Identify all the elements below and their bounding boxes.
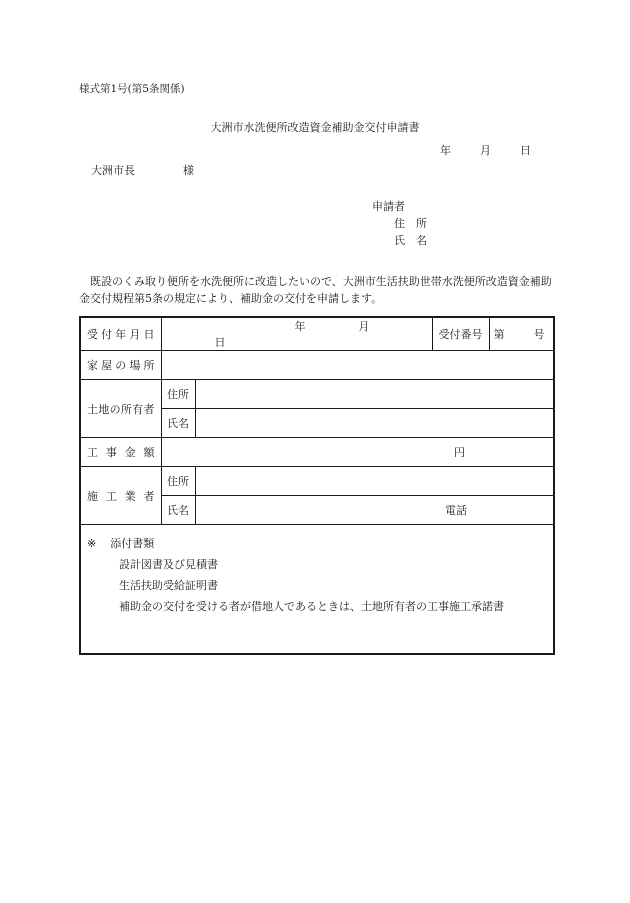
application-statement: 既設のくみ取り便所を水洗便所に改造したいので、大洲市生活扶助世帯水洗便所改造資金補助金交付規程第5条の規定により、補助金の交付を申請します。 (79, 275, 552, 305)
number-prefix: 第 (493, 328, 505, 341)
attachments-cell (80, 525, 554, 655)
attachments-heading-line (87, 533, 547, 554)
attachment-item: 補助金の交付を受ける者が借地人であるときは、土地所有者の工事施工承諾書 (119, 600, 504, 613)
land-owner-address-field[interactable] (195, 380, 554, 409)
date-line (440, 144, 531, 158)
number-suffix: 号 (533, 328, 545, 341)
attachments-mark: ※ (87, 537, 97, 550)
contractor-address-field[interactable] (195, 467, 554, 496)
land-owner-address-label: 住所 (161, 380, 195, 409)
applicant-block (372, 198, 427, 249)
contractor-address-label: 住所 (161, 467, 195, 496)
applicant-name-label: 氏 名 (394, 234, 427, 247)
applicant-heading: 申請者 (372, 200, 405, 213)
attachment-item: 生活扶助受給証明書 (119, 579, 218, 592)
contractor-label: 施工業者 (80, 467, 161, 525)
table-row (80, 317, 554, 351)
receipt-number-field[interactable] (489, 317, 554, 351)
addressee-name: 大洲市長 (91, 164, 135, 177)
phone-label: 電話 (445, 504, 467, 517)
receipt-month-label: 月 (358, 320, 370, 333)
receipt-date-label: 受付年月日 (80, 317, 161, 351)
table-row (80, 467, 554, 496)
land-owner-name-label: 氏名 (161, 409, 195, 438)
construction-cost-field[interactable] (161, 438, 554, 467)
form-number: 様式第1号(第5条関係) (79, 83, 185, 95)
contractor-name-label: 氏名 (161, 496, 195, 525)
addressee (91, 164, 194, 178)
application-table (79, 316, 555, 655)
house-location-field[interactable] (161, 351, 554, 380)
receipt-date-field[interactable] (161, 317, 432, 351)
receipt-number-label: 受付番号 (432, 317, 489, 351)
attachments-heading: 添付書類 (110, 537, 155, 550)
attachment-item: 設計図書及び見積書 (119, 558, 218, 571)
table-row (80, 525, 554, 655)
applicant-address-label: 住 所 (394, 217, 427, 230)
date-year-label: 年 (440, 144, 451, 157)
land-owner-name-field[interactable] (195, 409, 554, 438)
addressee-honorific: 様 (183, 164, 194, 177)
date-month-label: 月 (480, 144, 491, 157)
yen-unit: 円 (454, 446, 465, 459)
receipt-year-label: 年 (294, 320, 306, 333)
house-location-label: 家屋の場所 (80, 351, 161, 380)
table-row (80, 438, 554, 467)
land-owner-label: 土地の所有者 (80, 380, 161, 438)
table-row (80, 351, 554, 380)
contractor-name-field[interactable] (195, 496, 554, 525)
document-title: 大洲市水洗便所改造資金補助金交付申請書 (210, 121, 420, 134)
table-row (80, 380, 554, 409)
construction-cost-label: 工事金額 (80, 438, 161, 467)
receipt-day-label: 日 (214, 336, 226, 349)
date-day-label: 日 (520, 144, 531, 157)
